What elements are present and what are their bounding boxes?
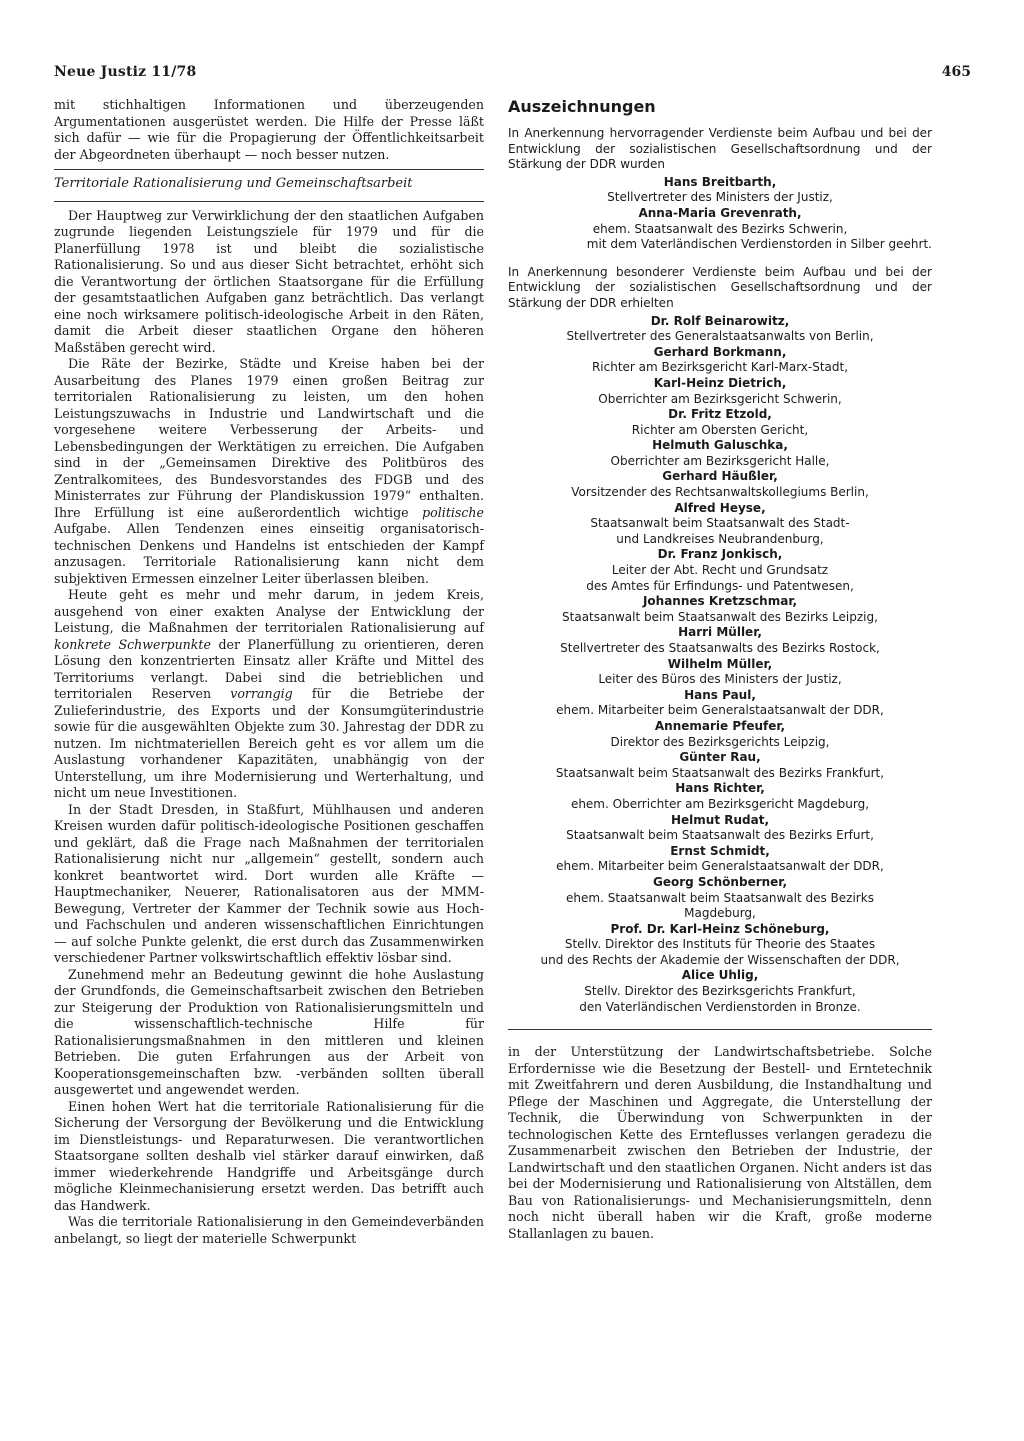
paragraph-4: In der Stadt Dresden, in Staßfurt, Mühlhausen und anderen Kreisen wurden dafür politisch-ideologische Positionen geschaffen und geklärt, daß die Frage nach Maßnahmen der territorialen Rationalisierung nicht nur „allgemein“ gestellt, sondern auch konkret beantwortet wird. Dort wurden alle Kräfte — Hauptmechaniker, Neuerer, Rationalisatoren aus der MMM-Bewegung, Vertreter der Kammer der Technik sowie aus Hoch- und Fachschulen und anderen wissenschaftlichen Einrichtungen — auf solche Punkte gelenkt, die erst durch das Zusammenwirken verschiedener Partner volkswirtschaftlich effektiv lösbar sind. <box>54 801 484 965</box>
journal-title: Neue Justiz 11/78 <box>54 64 197 80</box>
paragraph-3-text-b: der Planerfüllung zu orientieren, deren Lösung den konzentrierten Einsatz aller Kräfte und Mittel des Territoriums verlangt. Dabei sind die betrieblichen und territorialen Reserven <box>54 636 484 701</box>
awardee-name: Hans Breitbarth, <box>663 174 777 189</box>
awardee-name: Karl-Heinz Dietrich, <box>653 375 787 390</box>
paragraph-3-emphasis-1: konkrete Schwerpunkte <box>54 636 211 652</box>
awardee-role: ehem. Staatsanwalt des Bezirks Schwerin, <box>592 221 848 236</box>
page-number: 465 <box>941 64 971 80</box>
awardee-role: Staatsanwalt beim Staatsanwalt des Bezirks Frankfurt, <box>555 765 885 780</box>
awardee-name: Dr. Fritz Etzold, <box>668 407 772 422</box>
awardee-role: Richter am Obersten Gericht, <box>631 422 809 437</box>
awardee-name: Prof. Dr. Karl-Heinz Schöneburg, <box>610 921 830 936</box>
awards-closing-silver: mit dem Vaterländischen Verdienstorden in Silber geehrt. <box>586 237 932 252</box>
paragraph-5: Zunehmend mehr an Bedeutung gewinnt die hohe Auslastung der Grundfonds, die Gemeinschaftsarbeit zwischen den Betrieben zur Steigerung der Produktion von Rationalisierungsmitteln und die wissenschaftlich-technische Hilfe für Rationalisierungsmaßnahmen in den mittleren und kleinen Betrieben. Die guten Erfahrungen aus der Arbeit von Kooperationsgemeinschaften bzw. -verbänden sollten überall ausgewertet und angewendet werden. <box>54 966 484 1097</box>
paragraph-6: Einen hohen Wert hat die territoriale Rationalisierung für die Sicherung der Versorgung der Bevölkerung und die Entwicklung im Dienstleistungs- und Reparaturwesen. Die verantwortlichen Staatsorgane sollten deshalb viel stärker darauf einwirken, daß immer wiederkehrende Handgriffe und Arbeitsgänge durch mögliche Kleinmechanisierung ersetzt werden. Das betrifft auch das Handwerk. <box>54 1098 484 1213</box>
awards-closing-bronze: den Vaterländischen Verdienstorden in Bronze. <box>579 999 861 1014</box>
continuation-paragraph: in der Unterstützung der Landwirtschaftsbetriebe. Solche Erfordernisse wie die Besetzung der Bestell- und Erntetechnik mit Zweitfahrern und deren Ausbildung, die Instandhaltung und Pflege der Maschinen und Aggregate, die Unterstellung der Technik, die Überwindung von Schwerpunkten in der technologischen Kette des Ernteflusses verlangen geradezu die Zusammenarbeit zwischen den Betrieben der Industrie, der Landwirtschaft und den staatlichen Organen. Nicht anders ist das bei der Modernisierung und Rationalisierung von Altställen, dem Bau von Rationalisierungs- und Mechanisierungsmitteln, denn noch nicht überall haben wir die Kraft, große moderne Stallanlagen zu bauen. <box>508 1044 932 1241</box>
awardee-name: Georg Schönberner, <box>652 874 788 889</box>
paragraph-3-text-c: für die Betriebe der Zulieferindustrie, des Exports und der Konsumgüterindustrie sowie für die ausgewählten Objekte zum 30. Jahrestag der DDR zu nutzen. Im nichtmateriellen Bereich geht es vor allem um die Auslastung vorhandener Kapazitäten, unabhängig von der Unterstellung, um ihre Modernisierung und Werterhaltung, und nicht um neue Investitionen. <box>54 686 484 800</box>
awardee-role: Richter am Bezirksgericht Karl-Marx-Stadt, <box>591 360 849 375</box>
awardee-role: Direktor des Bezirksgerichts Leipzig, <box>610 734 830 749</box>
awardee-role: und des Rechts der Akademie der Wissenschaften der DDR, <box>540 952 900 967</box>
awardee-name: Dr. Rolf Beinarowitz, <box>650 313 790 328</box>
section-divider <box>54 169 484 170</box>
paragraph-3-emphasis-2: vorrangig <box>230 686 293 701</box>
awardee-name: Hans Richter, <box>675 781 765 796</box>
paragraph-2 <box>54 356 484 587</box>
paragraph-3 <box>54 587 484 802</box>
left-column <box>54 97 484 1247</box>
paragraph-3-text-a: Heute geht es mehr und mehr darum, in jedem Kreis, ausgehend von einer exakten Analyse der Entwicklung der Leistung, die Maßnahmen der territorialen Rationalisierung auf <box>54 587 484 635</box>
awardee-role: Stellv. Direktor des Bezirksgerichts Frankfurt, <box>584 984 856 999</box>
paragraph-1: Der Hauptweg zur Verwirklichung der den staatlichen Aufgaben zugrunde liegenden Leistungsziele für 1979 und für die Planerfüllung 1978 ist und bleibt die sozialistische Rationalisierung. So und aus dieser Sicht betrachtet, erhöht sich die Verantwortung der örtlichen Staatsorgane für die Erfüllung der gesamtstaatlichen Aufgaben ganz beträchtlich. Das verlangt eine noch wirksamere politisch-ideologische Arbeit in den Räten, damit die Arbeit dieser staatlichen Organe den höheren Maßstäben gerecht wird. <box>54 207 484 355</box>
awardee-name: Gerhard Häußler, <box>662 469 778 484</box>
awardee-role: Stellvertreter des Staatsanwalts des Bezirks Rostock, <box>560 641 880 655</box>
awardee-name: Ernst Schmidt, <box>670 843 770 858</box>
awardee-name: Johannes Kretzschmar, <box>642 594 798 609</box>
awardee-role: ehem. Mitarbeiter beim Generalstaatsanwalt der DDR, <box>556 859 884 874</box>
awardee-name: Anna-Maria Grevenrath, <box>638 205 802 220</box>
awardee-role: und Landkreises Neubrandenburg, <box>616 531 824 546</box>
awardee-name: Helmuth Galuschka, <box>652 438 788 453</box>
awardee-role: des Amtes für Erfindungs- und Patentwesen, <box>586 578 854 593</box>
awardee-name: Alfred Heyse, <box>674 500 766 515</box>
awardee-name: Hans Paul, <box>684 687 756 702</box>
awardee-role: Vorsitzender des Rechtsanwaltskollegiums Berlin, <box>571 485 869 500</box>
right-column <box>508 97 932 1242</box>
awards-block <box>508 126 932 1015</box>
awardee-role: Leiter der Abt. Recht und Grundsatz <box>611 563 829 578</box>
awardee-role: Staatsanwalt beim Staatsanwalt des Stadt- <box>590 516 850 531</box>
awardee-name: Annemarie Pfeufer, <box>654 718 786 733</box>
bronze-award-list <box>508 314 932 1000</box>
awardee-role: Staatsanwalt beim Staatsanwalt des Bezirks Erfurt, <box>566 828 874 843</box>
awards-divider <box>508 1029 932 1030</box>
section-title: Territoriale Rationalisierung und Gemeinschaftsarbeit <box>54 176 413 191</box>
awardee-role: Staatsanwalt beim Staatsanwalt des Bezirks Leipzig, <box>562 609 878 624</box>
awardee-name: Helmut Rudat, <box>670 812 770 827</box>
awardee-name: Harri Müller, <box>678 625 762 640</box>
awardee-role: ehem. Staatsanwalt beim Staatsanwalt des Bezirks <box>566 890 874 905</box>
awardee-role: Oberrichter am Bezirksgericht Halle, <box>610 453 830 468</box>
awardee-role: Magdeburg, <box>684 906 756 921</box>
awardee-role: Stellvertreter des Ministers der Justiz, <box>607 190 833 205</box>
paragraph-2-emphasis: politische <box>422 504 484 520</box>
paragraph-7: Was die territoriale Rationalisierung in den Gemeindeverbänden anbelangt, so liegt der materielle Schwerpunkt <box>54 1214 484 1246</box>
awards-title: Auszeichnungen <box>508 97 656 116</box>
awardee-role: Stellv. Direktor des Instituts für Theorie des Staates <box>564 937 876 952</box>
awardee-name: Günter Rau, <box>679 750 761 765</box>
awardee-role: ehem. Mitarbeiter beim Generalstaatsanwalt der DDR, <box>556 703 884 718</box>
awardee-name: Alice Uhlig, <box>681 968 759 983</box>
silver-award-list <box>508 175 932 237</box>
intro-paragraph: mit stichhaltigen Informationen und überzeugenden Argumentationen ausgerüstet werden. Die Hilfe der Presse läßt sich dafür — wie für die Propagierung der Öffentlichkeitsarbeit der Abgeordneten überhaupt — noch besser nutzen. <box>54 97 484 162</box>
awardee-name: Wilhelm Müller, <box>667 656 773 671</box>
paragraph-2-text-b: Aufgabe. Allen Tendenzen eines einseitig organisatorisch-technischen Denkens und Handelns ist entschieden der Kampf anzusagen. Territoriale Rationalisierung kann nicht dem subjektiven Ermessen einzelner Leiter überlassen bleiben. <box>54 521 484 586</box>
awards-intro-silver: In Anerkennung hervorragender Verdienste beim Aufbau und bei der Entwicklung der sozialistischen Gesellschaftsordnung und der Stärkung der DDR wurden <box>508 126 932 172</box>
awardee-role: ehem. Oberrichter am Bezirksgericht Magdeburg, <box>570 796 870 811</box>
section-divider-bottom <box>54 201 484 202</box>
awardee-name: Gerhard Borkmann, <box>653 344 787 359</box>
awardee-role: Oberrichter am Bezirksgericht Schwerin, <box>598 391 842 406</box>
awardee-role: Stellvertreter des Generalstaatsanwalts von Berlin, <box>566 329 874 344</box>
paragraph-2-text-a: Die Räte der Bezirke, Städte und Kreise haben bei der Ausarbeitung des Planes 1979 einen großen Beitrag zur territorialen Rationalisierung zu leisten, um den hohen Leistungszuwachs in Industrie und Landwirtschaft und die vorgesehene weitere Verbesserung der Arbeits- und Lebensbedingungen der Werktätigen zu erreichen. Die Aufgaben sind in der „Gemeinsamen Direktive des Politbüros des Zentralkomitees, des Bundesvorstandes des FDGB und des Ministerrates zur Führung der Plandiskussion 1979“ enthalten. Ihre Erfüllung ist eine außerordentlich wichtige <box>54 356 484 520</box>
awards-intro-bronze: In Anerkennung besonderer Verdienste beim Aufbau und bei der Entwicklung der sozialistischen Gesellschaftsordnung und der Stärkung der DDR erhielten <box>508 264 932 310</box>
awardee-name: Dr. Franz Jonkisch, <box>657 547 783 562</box>
awardee-role: Leiter des Büros des Ministers der Justiz, <box>598 672 842 687</box>
